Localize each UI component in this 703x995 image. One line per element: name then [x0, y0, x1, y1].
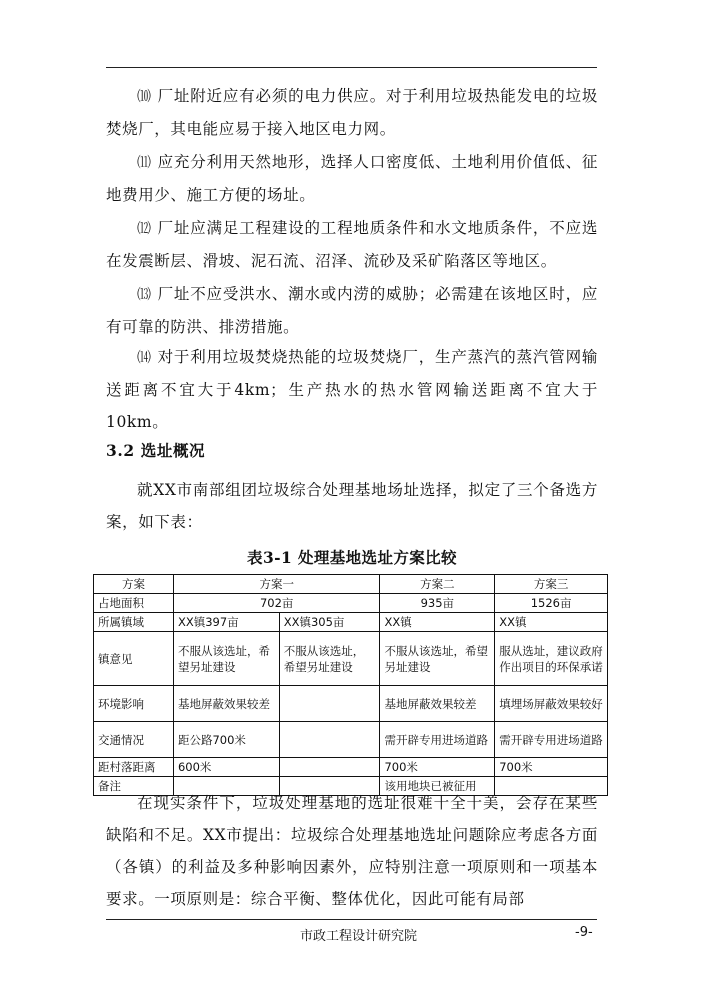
table-cell: 需开辟专用进场道路 [495, 722, 608, 758]
footer-institute: 市政工程设计研究院 [300, 929, 418, 944]
row-label: 环境影响 [94, 686, 174, 722]
table-row [94, 613, 608, 632]
paragraph-12 [106, 212, 598, 277]
footer-rule [106, 919, 597, 920]
table-cell: 不服从该选址，希望另址建设 [173, 632, 279, 686]
header-cell: 方案二 [380, 575, 495, 594]
table-cell: 700米 [495, 758, 608, 777]
table-cell: 基地屏蔽效果较差 [173, 686, 279, 722]
item-number: ⑽ [137, 89, 152, 105]
paragraph-text: 对于利用垃圾焚烧热能的垃圾焚烧厂，生产蒸汽的蒸汽管网输送距离不宜大于4km；生产热水的热水管网输送距离不宜大于10km。 [106, 348, 598, 431]
table-cell [279, 686, 380, 722]
table-row [94, 722, 608, 758]
table-row [94, 632, 608, 686]
item-number: ⑾ [137, 155, 152, 171]
page-number: -9- [575, 925, 593, 940]
table-cell: 距公路700米 [173, 722, 279, 758]
table-cell: 700米 [380, 758, 495, 777]
table-cell: 该用地块已被征用 [380, 777, 495, 796]
paragraph-text: 厂址附近应有必须的电力供应。对于利用垃圾热能发电的垃圾焚烧厂，其电能应易于接入地区电力网。 [106, 87, 598, 138]
paragraph-10 [106, 80, 598, 145]
table-row [94, 594, 608, 613]
table-cell: 服从选址，建议政府作出项目的环保承诺 [495, 632, 608, 686]
header-cell: 方案三 [495, 575, 608, 594]
item-number: ⒁ [137, 350, 152, 366]
table-row [94, 758, 608, 777]
row-label: 镇意见 [94, 632, 174, 686]
header-cell: 方案 [94, 575, 174, 594]
intro-paragraph: 就XX市南部组团垃圾综合处理基地场址选择，拟定了三个备选方案，如下表： [106, 481, 598, 531]
table-cell: XX镇305亩 [279, 613, 380, 632]
header-cell: 方案一 [173, 575, 380, 594]
paragraph-text: 厂址不应受洪水、潮水或内涝的威胁；必需建在该地区时，应有可靠的防洪、排涝措施。 [106, 285, 598, 336]
table-cell [279, 758, 380, 777]
table-cell: 需开辟专用进场道路 [380, 722, 495, 758]
paragraph-11 [106, 146, 598, 211]
site-comparison-table [93, 574, 608, 796]
table-cell [279, 722, 380, 758]
table-cell: 702亩 [173, 594, 380, 613]
paragraph-text: 应充分利用天然地形，选择人口密度低、土地利用价值低、征地费用少、施工方便的场址。 [106, 153, 598, 204]
item-number: ⑿ [137, 221, 152, 237]
table-cell: 935亩 [380, 594, 495, 613]
row-label: 交通情况 [94, 722, 174, 758]
paragraph-text: 厂址应满足工程建设的工程地质条件和水文地质条件，不应选在发震断层、滑坡、泥石流、沼泽、流砂及采矿陷落区等地区。 [106, 219, 598, 270]
table-row [94, 686, 608, 722]
paragraph-13 [106, 278, 598, 343]
table-cell: XX镇397亩 [173, 613, 279, 632]
table-cell: 1526亩 [495, 594, 608, 613]
conclusion-paragraph: 在现实条件下，垃圾处理基地的选址很难十全十美，会存在某些缺陷和不足。XX市提出：垃圾综合处理基地选址问题除应考虑各方面（各镇）的利益及多种影响因素外，应特别注意一项原则和一项基本要求。一项原则是：综合平衡、整体优化，因此可能有局部 [106, 794, 598, 908]
item-number: ⒀ [137, 287, 152, 303]
row-label: 距村落距离 [94, 758, 174, 777]
row-label: 占地面积 [94, 594, 174, 613]
table-cell: 基地屏蔽效果较差 [380, 686, 495, 722]
table-cell: XX镇 [380, 613, 495, 632]
row-label: 所属镇域 [94, 613, 174, 632]
table-cell: 600米 [173, 758, 279, 777]
row-label: 备注 [94, 777, 174, 796]
table-cell: 填埋场屏蔽效果较好 [495, 686, 608, 722]
table-cell: 不服从该选址，希望另址建设 [279, 632, 380, 686]
paragraph-14 [106, 341, 598, 438]
section-heading: 3.2 选址概况 [106, 441, 206, 460]
header-rule [106, 67, 597, 68]
table-cell: XX镇 [495, 613, 608, 632]
table-header-row [94, 575, 608, 594]
table-caption: 表3-1 处理基地选址方案比较 [247, 548, 457, 567]
table-cell: 不服从该选址，希望另址建设 [380, 632, 495, 686]
